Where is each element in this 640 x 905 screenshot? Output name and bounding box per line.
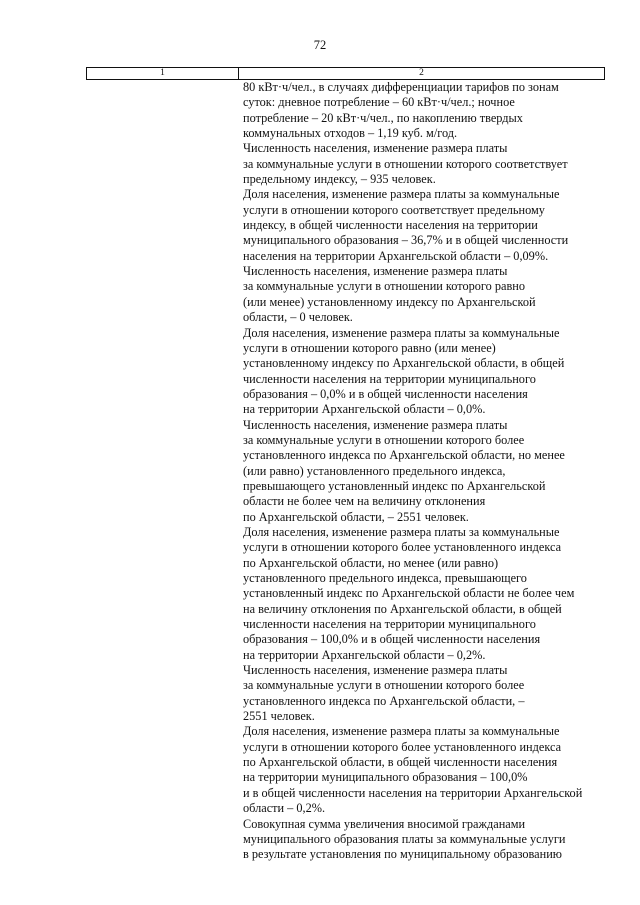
page-number: 72 bbox=[313, 38, 327, 52]
text-line: установленному индексу по Архангельской области, в общей bbox=[243, 356, 565, 371]
text-line: Доля населения, изменение размера платы за коммунальные bbox=[243, 724, 560, 739]
text-line: по Архангельской области, – 2551 человек. bbox=[243, 509, 469, 524]
table-header bbox=[86, 67, 605, 80]
text-line: потребление – 20 кВт·ч/чел., по накоплению твердых bbox=[243, 110, 523, 125]
text-line: Численность населения, изменение размера платы bbox=[243, 141, 508, 156]
text-line: услуги в отношении которого равно (или менее) bbox=[243, 340, 496, 355]
text-line: в результате установления по муниципальному образованию bbox=[243, 847, 562, 862]
text-line: на величину отклонения по Архангельской области, в общей bbox=[243, 601, 562, 616]
text-line: за коммунальные услуги в отношении которого более bbox=[243, 432, 525, 447]
text-line: (или равно) установленного предельного индекса, bbox=[243, 463, 506, 478]
table-cell-text bbox=[243, 80, 605, 863]
text-line: численности населения на территории муниципального bbox=[243, 617, 536, 632]
text-line: за коммунальные услуги в отношении которого соответствует bbox=[243, 156, 568, 171]
text-line: услуги в отношении которого соответствует предельному bbox=[243, 202, 545, 217]
table-header-col-1: 1 bbox=[87, 68, 239, 80]
text-line: области – 0,2%. bbox=[243, 801, 326, 816]
text-line: образования – 100,0% и в общей численности населения bbox=[243, 632, 541, 647]
table-header-col-2: 2 bbox=[239, 68, 605, 80]
text-line: предельному индексу, – 935 человек. bbox=[243, 172, 436, 187]
text-line: численности населения на территории муниципального bbox=[243, 371, 536, 386]
text-line: за коммунальные услуги в отношении которого равно bbox=[243, 279, 526, 294]
table-header-row bbox=[87, 68, 605, 80]
text-line: Численность населения, изменение размера платы bbox=[243, 663, 508, 678]
text-line: по Архангельской области, в общей численности населения bbox=[243, 755, 558, 770]
text-line: коммунальных отходов – 1,19 куб. м/год. bbox=[243, 126, 458, 141]
text-line: на территории муниципального образования – 100,0% bbox=[243, 770, 528, 785]
text-line: Численность населения, изменение размера платы bbox=[243, 264, 508, 279]
text-line: услуги в отношении которого более установленного индекса bbox=[243, 540, 562, 555]
text-line: Доля населения, изменение размера платы за коммунальные bbox=[243, 325, 560, 340]
text-line: Доля населения, изменение размера платы за коммунальные bbox=[243, 187, 560, 202]
text-line: на территории Архангельской области – 0,0%. bbox=[243, 402, 486, 417]
text-line: 2551 человек. bbox=[243, 709, 315, 724]
text-line: 80 кВт·ч/чел., в случаях дифференциации тарифов по зонам bbox=[243, 80, 559, 94]
text-line: суток: дневное потребление – 60 кВт·ч/чел.; ночное bbox=[243, 95, 515, 110]
text-line: области, – 0 человек. bbox=[243, 310, 353, 325]
text-line: и в общей численности населения на территории Архангельской bbox=[243, 785, 583, 800]
text-line: Численность населения, изменение размера платы bbox=[243, 417, 508, 432]
text-line: образования – 0,0% и в общей численности населения bbox=[243, 386, 528, 401]
text-line: индексу, в общей численности населения на территории bbox=[243, 218, 538, 233]
text-line: установленного индекса по Архангельской области, – bbox=[243, 693, 525, 708]
text-line: установленного индекса по Архангельской области, но менее bbox=[243, 448, 565, 463]
text-line: (или менее) установленному индексу по Архангельской bbox=[243, 294, 536, 309]
text-line: за коммунальные услуги в отношении которого более bbox=[243, 678, 525, 693]
text-line: по Архангельской области, но менее (или равно) bbox=[243, 555, 499, 570]
text-line: муниципального образования платы за коммунальные услуги bbox=[243, 831, 566, 846]
text-line: установленного предельного индекса, превышающего bbox=[243, 571, 527, 585]
text-line: Совокупная сумма увеличения вносимой гражданами bbox=[243, 816, 526, 831]
text-line: населения на территории Архангельской области – 0,09%. bbox=[243, 248, 549, 263]
text-line: области не более чем на величину отклонения bbox=[243, 494, 486, 509]
text-line: на территории Архангельской области – 0,2%. bbox=[243, 647, 486, 662]
text-line: Доля населения, изменение размера платы за коммунальные bbox=[243, 524, 560, 539]
text-line: превышающего установленный индекс по Архангельской bbox=[243, 478, 546, 493]
text-line: установленный индекс по Архангельской области не более чем bbox=[243, 586, 575, 601]
text-line: муниципального образования – 36,7% и в общей численности bbox=[243, 233, 569, 248]
text-line: услуги в отношении которого более установленного индекса bbox=[243, 739, 562, 754]
